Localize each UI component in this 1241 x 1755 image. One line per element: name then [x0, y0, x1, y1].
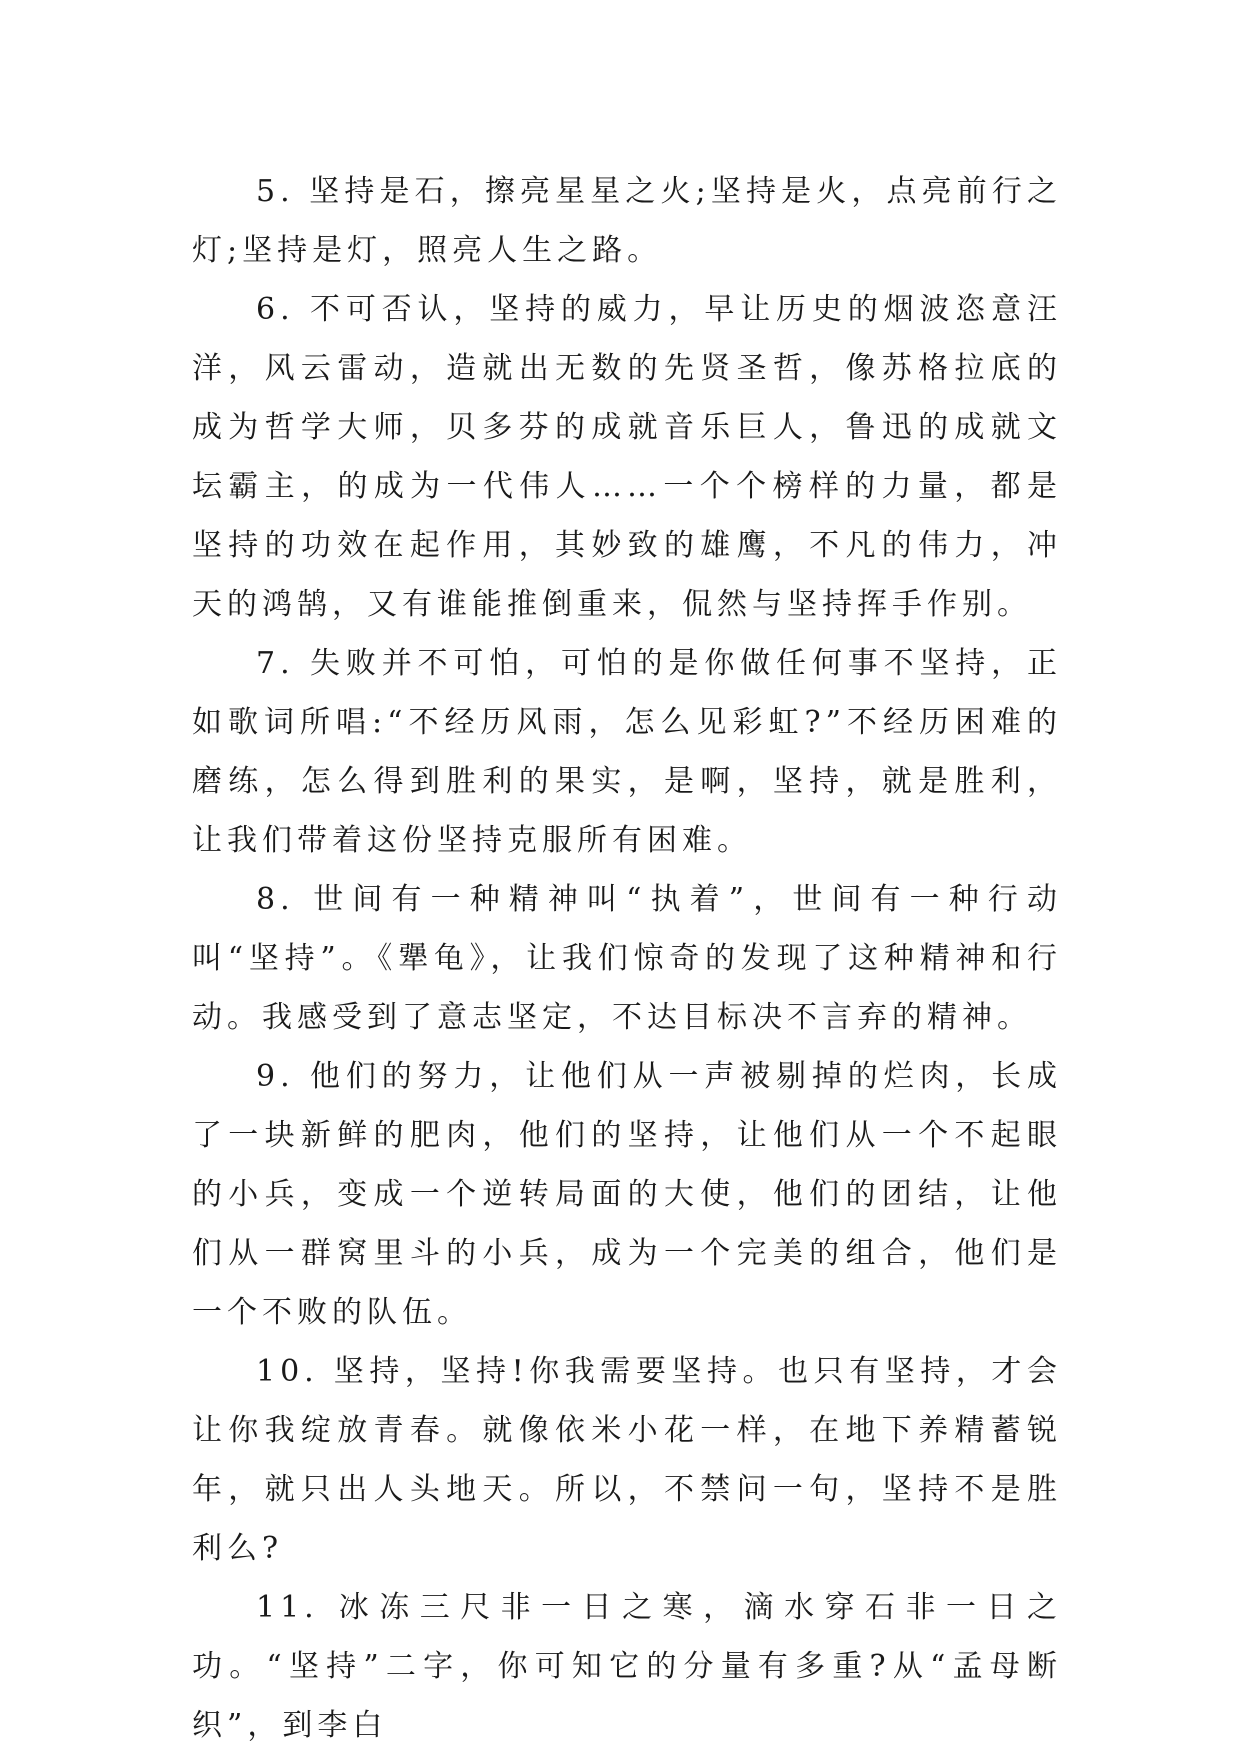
- document-body: [192, 162, 1062, 1755]
- paragraph-6: 6. 不可否认，坚持的威力，早让历史的烟波恣意汪洋，风云雷动，造就出无数的先贤圣哲，像苏格拉底的成为哲学大师，贝多芬的成就音乐巨人，鲁迅的成就文坛霸主，的成为一代伟人……一个个榜样的力量，都是坚持的功效在起作用，其妙致的雄鹰，不凡的伟力，冲天的鸿鹄，又有谁能推倒重来，侃然与坚持挥手作别。: [192, 292, 1062, 622]
- paragraph-8: 8. 世间有一种精神叫“执着”，世间有一种行动叫“坚持”。《犟龟》，让我们惊奇的发现了这种精神和行动。我感受到了意志坚定，不达目标决不言弃的精神。: [192, 882, 1062, 1035]
- paragraph-9: 9. 他们的努力，让他们从一声被剔掉的烂肉，长成了一块新鲜的肥肉，他们的坚持，让他们从一个不起眼的小兵，变成一个逆转局面的大使，他们的团结，让他们从一群窝里斗的小兵，成为一个完美的组合，他们是一个不败的队伍。: [192, 1059, 1062, 1330]
- paragraph-5: 5. 坚持是石，擦亮星星之火;坚持是火，点亮前行之灯;坚持是灯，照亮人生之路。: [192, 174, 1062, 268]
- paragraph-7: 7. 失败并不可怕，可怕的是你做任何事不坚持，正如歌词所唱:“不经历风雨，怎么见彩虹?”不经历困难的磨练，怎么得到胜利的果实，是啊，坚持，就是胜利，让我们带着这份坚持克服所有困难。: [192, 646, 1062, 858]
- paragraph-10: 10. 坚持，坚持!你我需要坚持。也只有坚持，才会让你我绽放青春。就像依米小花一样，在地下养精蓄锐年，就只出人头地天。所以，不禁问一句，坚持不是胜利么?: [192, 1354, 1062, 1566]
- paragraph-11: 11. 冰冻三尺非一日之寒，滴水穿石非一日之功。“坚持”二字，你可知它的分量有多重?从“孟母断织”，到李白: [192, 1590, 1062, 1743]
